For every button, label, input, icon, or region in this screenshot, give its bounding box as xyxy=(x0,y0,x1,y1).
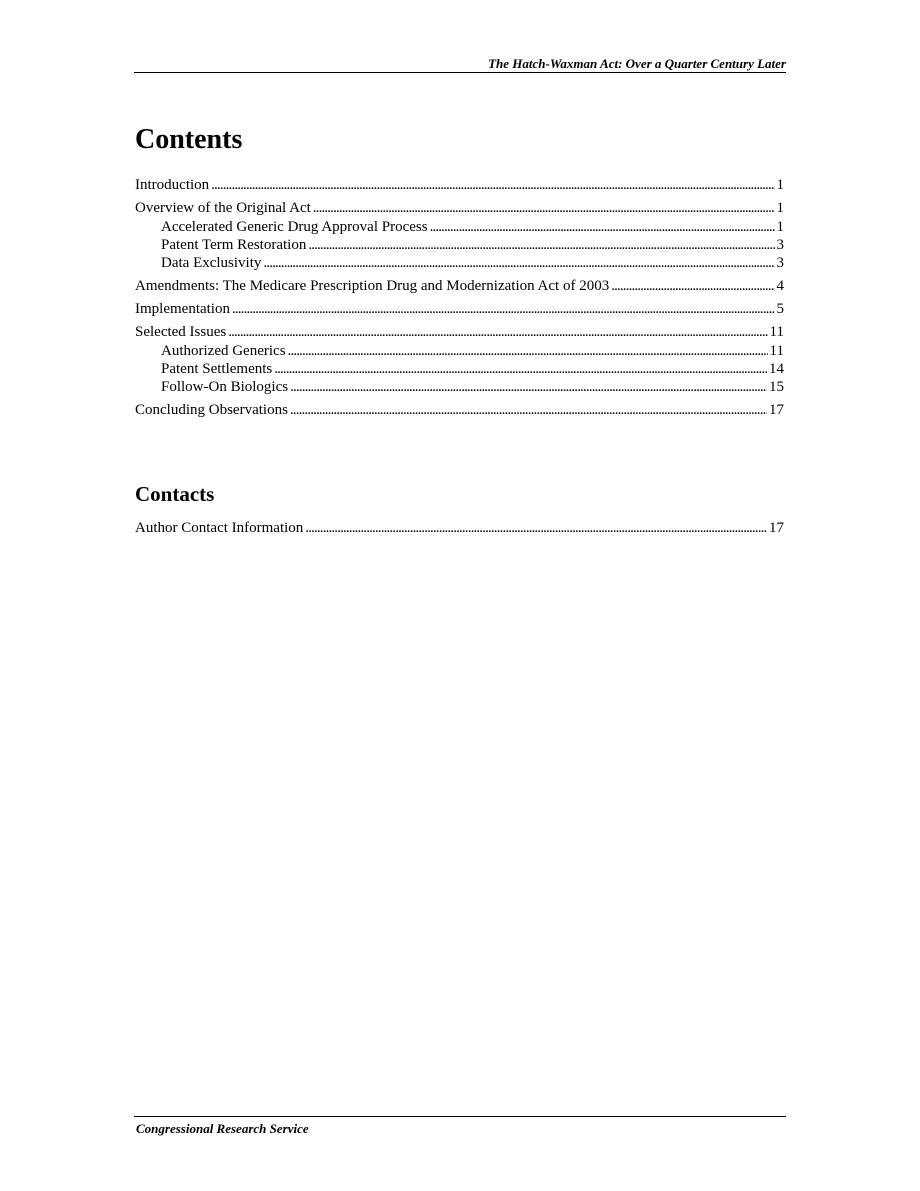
dot-leader xyxy=(290,379,767,396)
toc-entry-page: 17 xyxy=(769,520,784,536)
toc-entry-page: 1 xyxy=(776,219,784,235)
toc-entry-amendments[interactable] xyxy=(135,278,784,295)
toc-entry-page: 1 xyxy=(776,177,784,193)
toc-entry-patent-term-restoration[interactable] xyxy=(135,237,784,254)
toc-entry-page: 3 xyxy=(776,237,784,253)
dot-leader xyxy=(263,255,774,272)
toc-entry-label: Patent Term Restoration xyxy=(161,237,307,253)
toc-entry-page: 11 xyxy=(769,324,784,340)
table-of-contents xyxy=(135,177,784,419)
toc-entry-label: Patent Settlements xyxy=(161,361,273,377)
dot-leader xyxy=(430,219,775,236)
toc-entry-label: Concluding Observations xyxy=(135,402,288,418)
toc-entry-label: Authorized Generics xyxy=(161,343,286,359)
dot-leader xyxy=(288,343,768,360)
page-footer xyxy=(134,1116,786,1136)
toc-entry-label: Follow-On Biologics xyxy=(161,379,289,395)
toc-entry-concluding-observations[interactable] xyxy=(135,402,784,419)
dot-leader xyxy=(232,301,775,318)
dot-leader xyxy=(274,361,767,378)
toc-entry-label: Data Exclusivity xyxy=(161,255,262,271)
toc-entry-page: 4 xyxy=(776,278,784,294)
toc-entry-label: Implementation xyxy=(135,301,230,317)
dot-leader xyxy=(305,520,767,537)
running-header-title: The Hatch-Waxman Act: Over a Quarter Century Later xyxy=(488,56,786,71)
toc-entry-follow-on-biologics[interactable] xyxy=(135,379,784,396)
dot-leader xyxy=(290,402,767,419)
toc-entry-authorized-generics[interactable] xyxy=(135,343,784,360)
toc-entry-page: 3 xyxy=(776,255,784,271)
toc-entry-selected-issues[interactable] xyxy=(135,324,784,341)
footer-organization: Congressional Research Service xyxy=(136,1121,309,1136)
dot-leader xyxy=(308,237,774,254)
toc-entry-page: 5 xyxy=(776,301,784,317)
toc-entry-label: Introduction xyxy=(135,177,210,193)
toc-entry-page: 17 xyxy=(769,402,784,418)
page-header xyxy=(134,56,786,73)
toc-entry-page: 14 xyxy=(769,361,784,377)
dot-leader xyxy=(611,278,774,295)
dot-leader xyxy=(211,177,774,194)
contents-heading: Contents xyxy=(135,124,243,155)
dot-leader xyxy=(313,200,775,217)
toc-entry-label: Amendments: The Medicare Prescription Drug and Modernization Act of 2003 xyxy=(135,278,610,294)
toc-entry-author-contact[interactable] xyxy=(135,520,784,537)
toc-entry-label: Author Contact Information xyxy=(135,520,304,536)
toc-entry-data-exclusivity[interactable] xyxy=(135,255,784,272)
toc-entry-label: Selected Issues xyxy=(135,324,227,340)
contacts-list xyxy=(135,520,784,537)
contacts-heading: Contacts xyxy=(135,482,215,506)
toc-entry-page: 15 xyxy=(769,379,784,395)
toc-entry-accelerated-generic-approval[interactable] xyxy=(135,219,784,236)
toc-entry-page: 1 xyxy=(776,200,784,216)
toc-entry-patent-settlements[interactable] xyxy=(135,361,784,378)
toc-entry-overview[interactable] xyxy=(135,200,784,217)
toc-entry-label: Accelerated Generic Drug Approval Process xyxy=(161,219,428,235)
toc-entry-implementation[interactable] xyxy=(135,301,784,318)
toc-entry-page: 11 xyxy=(769,343,784,359)
toc-entry-introduction[interactable] xyxy=(135,177,784,194)
dot-leader xyxy=(228,324,767,341)
toc-entry-label: Overview of the Original Act xyxy=(135,200,311,216)
